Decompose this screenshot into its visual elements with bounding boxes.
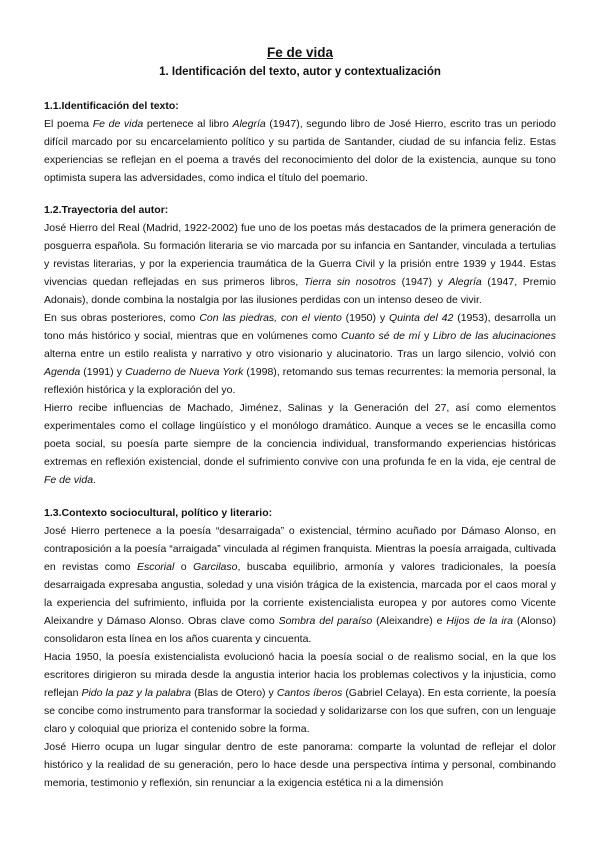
italic-title-text: Agenda	[44, 366, 81, 378]
document-page	[44, 44, 556, 792]
paragraph-text: José Hierro ocupa un lugar singular dentro de este panorama: comparte la voluntad de reflejar el dolor histórico y la realidad de su generación, pero lo hace desde una perspectiva íntima y personal, combinando memoria, testimonio y reflexión, sin renunciar a la exigencia estética ni a la dimensión	[44, 741, 556, 789]
section-heading: 1.3.Contexto sociocultural, político y literario:	[44, 507, 273, 519]
italic-title-text: Hijos de la ira	[446, 615, 513, 627]
document-subtitle: 1. Identificación del texto, autor y contextualización	[159, 66, 441, 78]
paragraph	[44, 522, 556, 648]
section-trayectoria	[44, 202, 556, 489]
paragraph-text: (1950) y	[341, 312, 389, 324]
italic-title-text: Tierra sin nosotros	[303, 276, 397, 288]
italic-title-text: Cuanto sé de mí	[341, 330, 421, 342]
paragraph-text: (Alonso) consolidaron esta línea en los años cuarenta y cincuenta.	[44, 615, 556, 645]
italic-title-text: Cantos íberos	[276, 687, 343, 699]
section-contexto	[44, 505, 556, 792]
paragraph-text: o	[174, 561, 194, 573]
paragraph-text: (1953), desarrolla un tono más histórico y social, mientras que en volúmenes como	[44, 312, 557, 342]
section-identificacion	[44, 98, 556, 187]
paragraph-text: , buscaba equilibrio, armonía y valores tradicionales, la poesía desarraigada expresaba angustia, soledad y una visión trágica de la existencia, marcada por el caos moral y la experiencia del sufrimiento, influida por la corriente existencialista europea y por autores como Vicente Aleixandre y Dámaso Alonso. Obras clave como	[44, 561, 556, 627]
paragraph-text: (Blas de Otero) y	[191, 687, 277, 699]
paragraph-text: (1947, Premio Adonais), donde combina la nostalgia por las ilusiones perdidas con un intenso deseo de vivir.	[44, 276, 556, 306]
paragraph-text: José Hierro pertenece a la poesía “desarraigada” o existencial, término acuñado por Dámaso Alonso, en contraposición a la poesía “arraigada” vinculada al régimen franquista. Mientras la poesía arraigada, cultivada en revistas como	[44, 525, 556, 573]
italic-title-text: Fe de vida	[92, 118, 144, 130]
paragraph-text: (Gabriel Celaya). En esta corriente, la poesía se concibe como instrumento para transformar la sociedad y solidarizarse con los que sufren, con un lenguaje claro y coloquial que prioriza el contenido sobre la forma.	[44, 687, 557, 735]
paragraph-text: y	[420, 330, 433, 342]
paragraph	[44, 219, 556, 309]
paragraph-text: (1947), segundo libro de José Hierro, escrito tras un periodo difícil marcado por su encarcelamiento político y su partida de Santander, ciudad de su infancia feliz. Estas experiencias se reflejan en el poema a través del reconocimiento del dolor de la existencia, aunque su tono optimista supera las adversidades, como indica el título del poemario.	[44, 118, 556, 184]
paragraph-text: pertenece al libro	[143, 118, 233, 130]
section-heading: 1.2.Trayectoria del autor:	[44, 204, 169, 216]
paragraph-text: .	[93, 474, 96, 486]
italic-title-text: Fe de vida	[44, 474, 94, 486]
italic-title-text: Sombra del paraíso	[278, 615, 373, 627]
italic-title-text: Garcilaso	[193, 561, 238, 573]
paragraph-text: (Aleixandre) e	[372, 615, 447, 627]
italic-title-text: Alegría	[448, 276, 482, 288]
paragraph	[44, 399, 556, 489]
italic-title-text: Quinta del 42	[389, 312, 454, 324]
italic-title-text: Con las piedras, con el viento	[199, 312, 342, 324]
paragraph	[44, 309, 556, 399]
paragraph	[44, 648, 556, 738]
paragraph-text: (1998), retomando sus temas recurrentes: la memoria personal, la reflexión histórica y la exploración del yo.	[44, 366, 556, 396]
italic-title-text: Escorial	[136, 561, 175, 573]
paragraph	[44, 738, 556, 792]
paragraph-text: José Hierro del Real (Madrid, 1922-2002) fue uno de los poetas más destacados de la primera generación de posguerra española. Su formación literaria se vio marcada por su infancia en Santander, vinculada a tertulias y revistas literarias, y por la experiencia traumática de la Guerra Civil y la prisión entre 1939 y 1944. Estas vivencias quedan reflejadas en sus primeros libros,	[44, 222, 556, 288]
paragraph-text: Hierro recibe influencias de Machado, Jiménez, Salinas y la Generación del 27, así como elementos experimentales como el collage lingüístico y el monólogo dramático. Aunque a veces se le encasilla como poeta social, su poesía parte siempre de la conciencia individual, transformando experiencias históricas extremas en reflexión existencial, donde el sufrimiento convive con una profunda fe en la vida, eje central de	[44, 402, 556, 468]
italic-title-text: Pido la paz y la palabra	[81, 687, 192, 699]
italic-title-text: Alegría	[232, 118, 266, 130]
paragraph-text: El poema	[44, 118, 93, 130]
italic-title-text: Libro de las alucinaciones	[432, 330, 557, 342]
paragraph-text: alterna entre un estilo realista y narrativo y otro visionario y alucinatorio. Tras un largo silencio, volvió con	[44, 348, 556, 360]
section-heading: 1.1.Identificación del texto:	[44, 100, 179, 112]
paragraph-text: (1947) y	[396, 276, 449, 288]
paragraph	[44, 115, 556, 187]
document-title: Fe de vida	[266, 45, 334, 60]
paragraph-text: Hacia 1950, la poesía existencialista evolucionó hacia la poesía social o de realismo social, en la que los escritores dirigieron su mirada desde la angustia interior hacia los problemas colectivos y la injusticia, como reflejan	[44, 651, 556, 699]
italic-title-text: Cuaderno de Nueva York	[125, 366, 244, 378]
paragraph-text: (1991) y	[80, 366, 126, 378]
paragraph-text: En sus obras posteriores, como	[44, 312, 200, 324]
